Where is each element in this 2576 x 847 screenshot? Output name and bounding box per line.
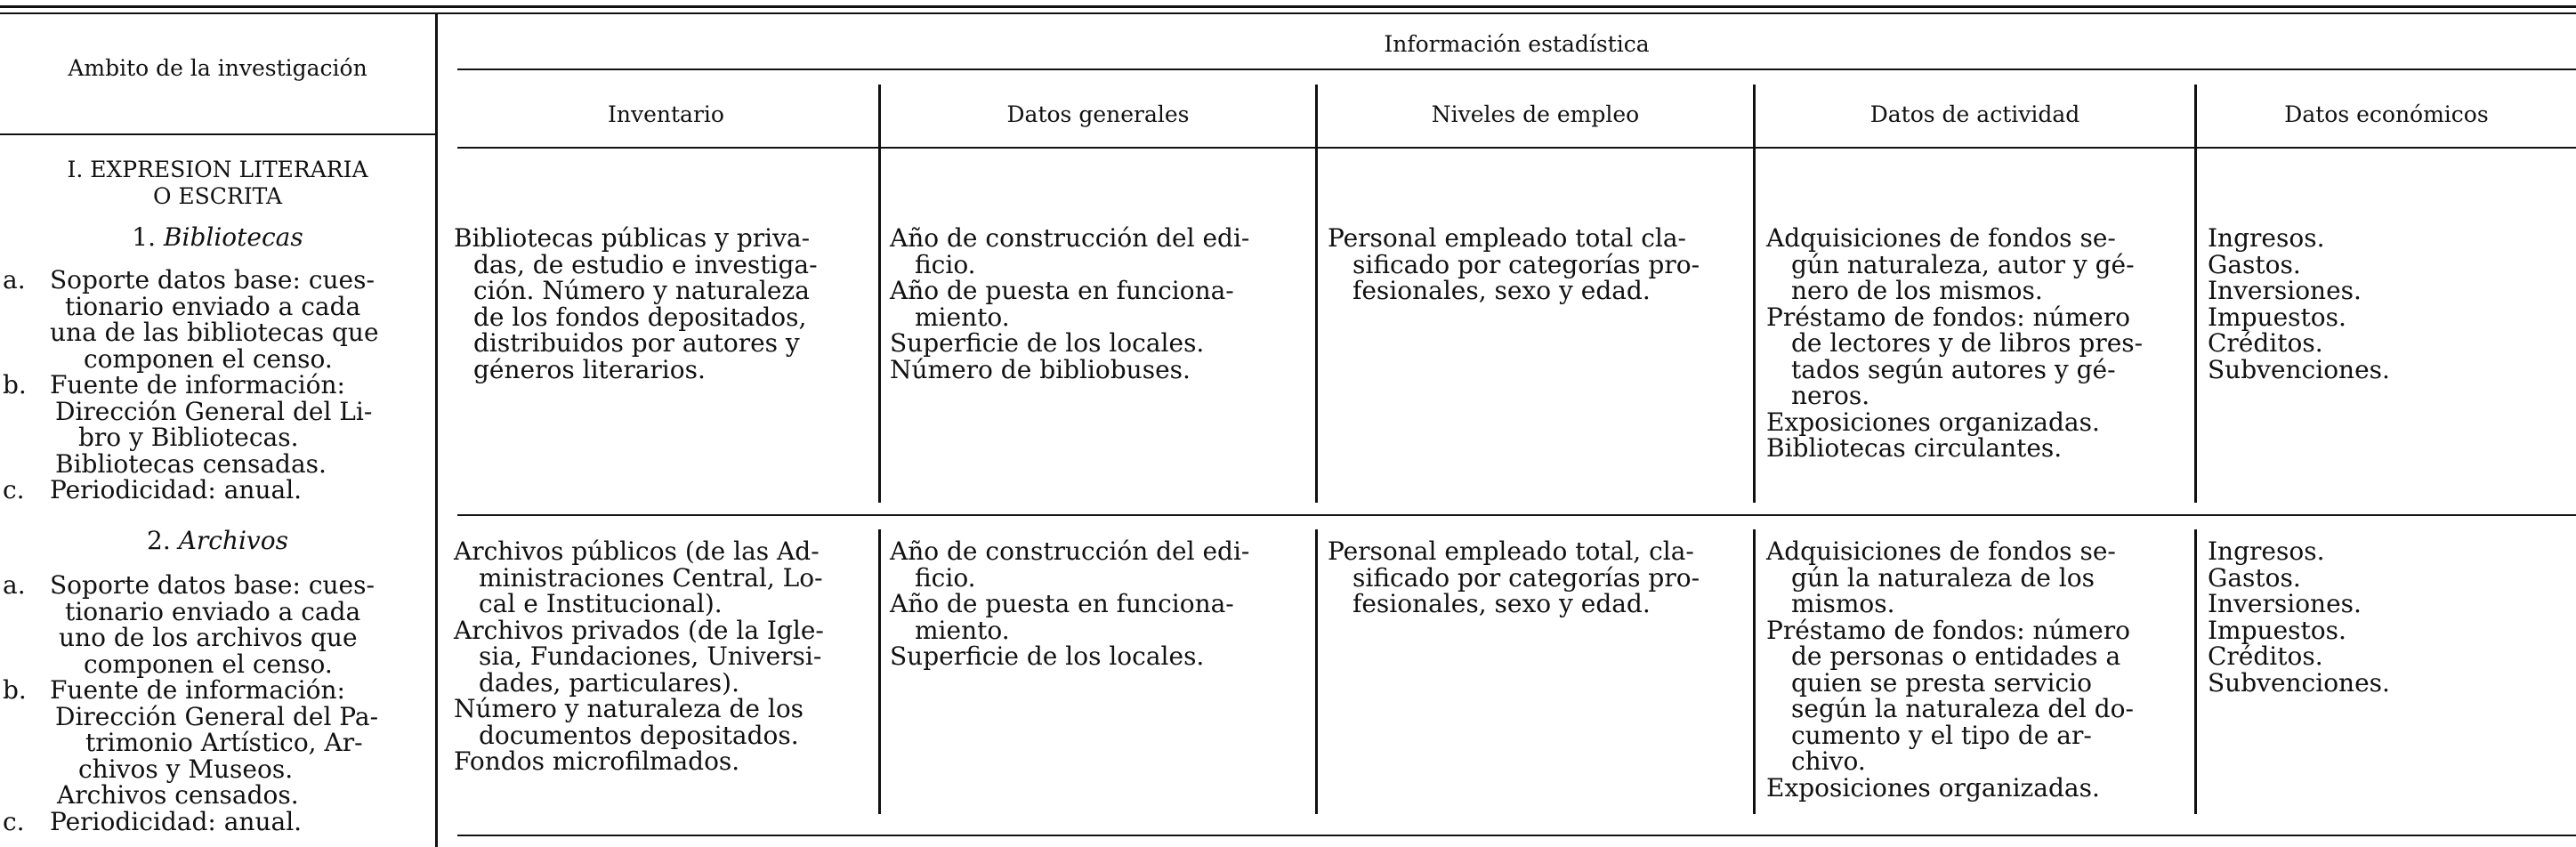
text-line: fesionales, sexo y edad.	[1353, 589, 1651, 618]
text-line: miento.	[915, 615, 1010, 645]
column-header-datos-economicos: Datos económicos	[2284, 101, 2489, 127]
section-divider-rule	[457, 514, 2576, 516]
text-line: según la naturaleza del do-	[1791, 694, 2134, 723]
top-rule-1	[0, 5, 2576, 8]
heading-title: Bibliotecas	[163, 222, 303, 252]
column-header-inventario: Inventario	[608, 101, 724, 127]
column-divider	[878, 529, 881, 814]
text-line: Gastos.	[2208, 562, 2301, 593]
archivos-datos-actividad	[1766, 538, 2134, 801]
text-line: quien se presta servicio	[1791, 667, 2092, 698]
text-line: trimonio Artístico, Ar-	[85, 728, 363, 757]
text-line: tados según autores y gé-	[1791, 354, 2116, 384]
column-header-datos-generales: Datos generales	[1006, 101, 1190, 127]
archivos-niveles-empleo	[1328, 538, 1700, 617]
text-line: Fuente de información:	[50, 370, 345, 399]
item-letter: b.	[3, 675, 27, 705]
text-line: ministraciones Central, Lo-	[479, 562, 823, 593]
text-line: mismos.	[1791, 589, 1895, 618]
text-line: de los fondos depositados,	[473, 302, 807, 332]
text-line: de lectores y de libros pres-	[1791, 328, 2144, 358]
item-letter: c.	[3, 475, 25, 504]
column-header-niveles-empleo: Niveles de empleo	[1431, 101, 1640, 127]
column-divider	[2194, 529, 2197, 814]
text-line: Archivos públicos (de las Ad-	[454, 536, 820, 566]
text-line: Préstamo de fondos: número	[1766, 615, 2130, 645]
column-divider	[1315, 85, 1318, 503]
text-line: Exposiciones organizadas.	[1766, 407, 2100, 437]
text-line: Subvenciones.	[2208, 354, 2390, 384]
bibliotecas-niveles-empleo	[1328, 225, 1700, 304]
text-line: neros.	[1791, 381, 1870, 410]
text-line: componen el censo.	[84, 343, 333, 374]
text-line: géneros literarios.	[473, 354, 706, 384]
text-line: tionario enviado a cada	[65, 291, 361, 321]
text-line: chivo.	[1791, 746, 1866, 776]
info-header-rule	[457, 69, 2576, 70]
text-line: documentos depositados.	[479, 720, 799, 750]
text-line: bro y Bibliotecas.	[78, 423, 299, 452]
text-line: Créditos.	[2208, 641, 2323, 671]
text-line: tionario enviado a cada	[65, 596, 361, 626]
text-line: Periodicidad: anual.	[50, 806, 303, 836]
item-letter: a.	[3, 570, 26, 600]
left-vertical-rule	[435, 14, 438, 847]
bottom-rule	[457, 835, 2576, 836]
text-line: Año de construcción del edi-	[890, 223, 1250, 253]
text-line: gún la naturaleza de los	[1791, 562, 2095, 593]
text-line: dades, particulares).	[479, 667, 740, 698]
text-line: Soporte datos base: cues-	[50, 570, 375, 600]
column-divider	[878, 85, 881, 503]
text-line: sificado por categorías pro-	[1353, 249, 1700, 279]
text-line: Adquisiciones de fondos se-	[1766, 223, 2116, 253]
text-line: Inversiones.	[2208, 276, 2362, 305]
column-header-datos-actividad: Datos de actividad	[1869, 101, 2080, 127]
text-line: ficio.	[915, 562, 976, 593]
text-line: Créditos.	[2208, 328, 2323, 358]
text-line: Bibliotecas públicas y priva-	[454, 223, 811, 253]
text-line: Personal empleado total cla-	[1328, 223, 1686, 253]
text-line: fesionales, sexo y edad.	[1353, 276, 1651, 305]
bibliotecas-datos-generales	[890, 225, 1249, 383]
bibliotecas-datos-actividad	[1766, 225, 2143, 462]
left-header: Ambito de la investigación	[68, 55, 367, 81]
text-line: Bibliotecas censadas.	[55, 448, 327, 479]
text-line: Préstamo de fondos: número	[1766, 302, 2130, 332]
text-line: Ingresos.	[2208, 536, 2325, 566]
text-line: miento.	[915, 302, 1010, 332]
bibliotecas-datos-economicos	[2208, 225, 2390, 383]
text-line: ción. Número y naturaleza	[473, 276, 810, 305]
text-line: Dirección General del Li-	[55, 396, 373, 426]
bibliotecas-inventario	[454, 225, 818, 383]
bibliotecas-heading	[0, 224, 435, 251]
text-line: Fondos microfilmados.	[454, 746, 740, 776]
text-line: Número y naturaleza de los	[454, 694, 804, 723]
text-line: Impuestos.	[2208, 615, 2346, 645]
archivos-metadata	[0, 572, 378, 835]
text-line: ficio.	[915, 249, 976, 279]
archivos-heading	[0, 528, 435, 554]
archivos-inventario	[454, 538, 824, 775]
text-line: Subvenciones.	[2208, 667, 2390, 698]
text-line: chivos y Museos.	[78, 754, 294, 784]
column-divider	[2194, 85, 2197, 503]
text-line: Superficie de los locales.	[890, 641, 1205, 671]
text-line: Año de construcción del edi-	[890, 536, 1250, 566]
section-title-line: I. EXPRESION LITERARIA	[67, 157, 368, 182]
heading-title: Archivos	[178, 526, 288, 555]
text-line: Dirección General del Pa-	[55, 701, 379, 731]
text-line: sificado por categorías pro-	[1353, 562, 1700, 593]
main-header: Información estadística	[1384, 31, 1650, 57]
text-line: Inversiones.	[2208, 589, 2362, 618]
text-line: Número de bibliobuses.	[890, 354, 1191, 384]
text-line: das, de estudio e investiga-	[473, 249, 818, 279]
heading-number: 2.	[147, 526, 171, 555]
top-rule-2	[0, 12, 2576, 14]
text-line: Año de puesta en funciona-	[890, 589, 1234, 618]
archivos-datos-economicos	[2208, 538, 2390, 696]
heading-number: 1.	[132, 222, 156, 252]
archivos-datos-generales	[890, 538, 1249, 670]
text-line: Personal empleado total, cla-	[1328, 536, 1694, 566]
text-line: Adquisiciones de fondos se-	[1766, 536, 2116, 566]
text-line: Gastos.	[2208, 249, 2301, 279]
section-title-line: O ESCRITA	[152, 182, 282, 209]
text-line: Archivos privados (de la Igle-	[454, 615, 824, 645]
text-line: Superficie de los locales.	[890, 328, 1205, 358]
bibliotecas-metadata	[0, 267, 379, 504]
text-line: componen el censo.	[84, 649, 333, 679]
text-line: nero de los mismos.	[1791, 276, 2043, 305]
column-divider	[1753, 85, 1756, 503]
text-line: cal e Institucional).	[479, 589, 723, 618]
text-line: uno de los archivos que	[59, 623, 358, 652]
text-line: una de las bibliotecas que	[50, 318, 379, 347]
left-header-rule	[0, 133, 435, 135]
column-divider	[1315, 529, 1318, 814]
text-line: Periodicidad: anual.	[50, 475, 303, 504]
columns-header-rule	[457, 147, 2576, 149]
column-divider	[1753, 529, 1756, 814]
text-line: de personas o entidades a	[1791, 641, 2121, 671]
text-line: gún naturaleza, autor y gé-	[1791, 249, 2135, 279]
item-letter: a.	[3, 265, 26, 294]
text-line: distribuidos por autores y	[473, 328, 800, 358]
text-line: Ingresos.	[2208, 223, 2325, 253]
text-line: Impuestos.	[2208, 302, 2346, 332]
text-line: Bibliotecas circulantes.	[1766, 433, 2063, 463]
section-title	[0, 157, 435, 209]
text-line: Archivos censados.	[57, 780, 299, 810]
text-line: Fuente de información:	[50, 675, 345, 705]
item-letter: b.	[3, 370, 27, 399]
text-line: Soporte datos base: cues-	[50, 265, 375, 294]
text-line: sia, Fundaciones, Universi-	[479, 641, 822, 671]
text-line: Año de puesta en funciona-	[890, 276, 1234, 305]
text-line: Exposiciones organizadas.	[1766, 772, 2100, 803]
item-letter: c.	[3, 806, 25, 836]
text-line: cumento y el tipo de ar-	[1791, 720, 2092, 750]
